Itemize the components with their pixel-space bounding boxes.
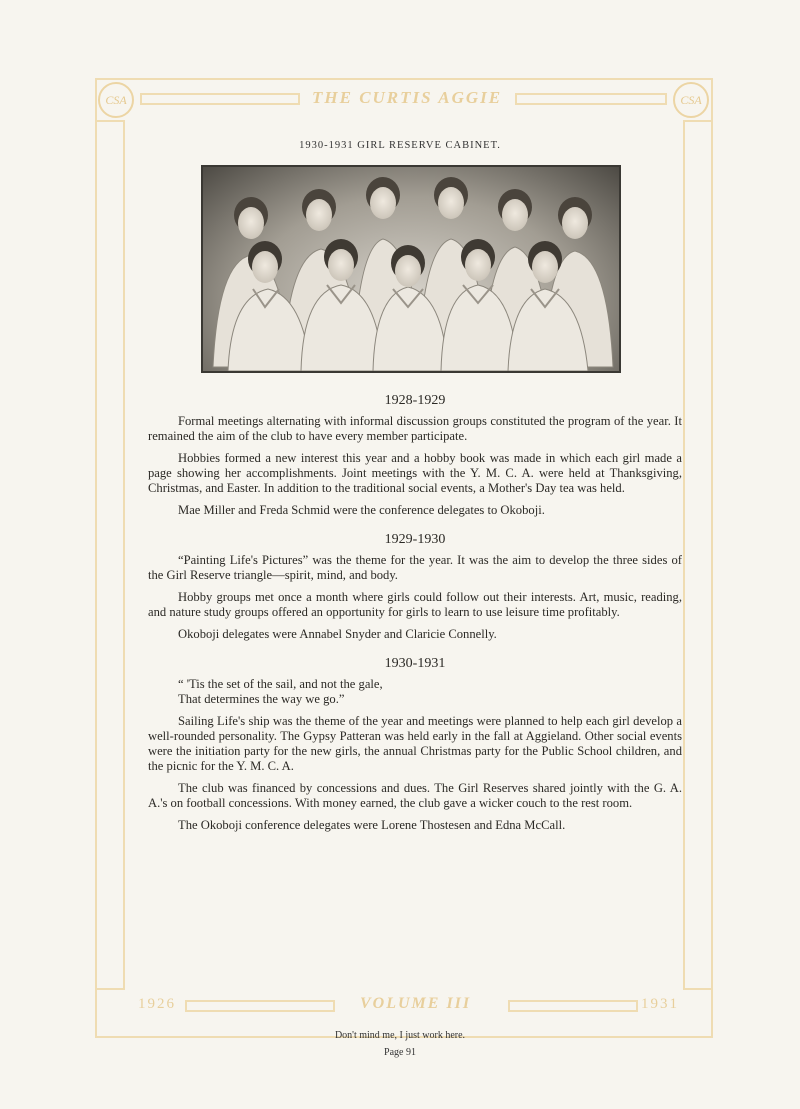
- photo-caption: 1930-1931 GIRL RESERVE CABINET.: [299, 140, 501, 151]
- footer-bar-right: [508, 1000, 638, 1012]
- paragraph: “Painting Life's Pictures” was the theme for the year. It was the aim to develop the three sides of the Girl Reserve triangle—spirit, mind, and body.: [148, 553, 682, 582]
- header-bar-right: [515, 93, 667, 105]
- paragraph: Formal meetings alternating with informal discussion groups constituted the program of the year. It remained the aim of the club to have every member participate.: [148, 414, 682, 443]
- group-photo: [201, 165, 621, 373]
- section-heading: 1929-1930: [384, 532, 446, 547]
- header-title: THE CURTIS AGGIE: [312, 88, 503, 107]
- page-number: Page 91: [384, 1047, 416, 1058]
- inner-left-rule: [95, 120, 125, 990]
- monogram-right-icon: CSA: [673, 82, 709, 118]
- paragraph: Hobby groups met once a month where girls could follow out their interests. Art, music, reading, and nature study groups offered an opportunity for girls to learn to use leisure time profitably.: [148, 590, 682, 619]
- paragraph: Mae Miller and Freda Schmid were the conference delegates to Okoboji.: [178, 503, 545, 517]
- paragraph: Sailing Life's ship was the theme of the year and meetings were planned to help each girl develop a well-rounded personality. The Gypsy Patteran was held early in the fall at Aggieland. Other social events were the initiation party for the new girls, the annual Christmas party for the Public School children, and the picnic for the Y. M. C. A.: [148, 714, 682, 773]
- paragraph: The Okoboji conference delegates were Lorene Thostesen and Edna McCall.: [178, 818, 566, 832]
- footer-tagline: Don't mind me, I just work here.: [334, 1030, 466, 1041]
- poem-line: That determines the way we go.”: [178, 692, 345, 706]
- section-heading: 1930-1931: [384, 656, 446, 671]
- paragraph: The club was financed by concessions and dues. The Girl Reserves shared jointly with the G. A. A.'s on football concessions. With money earned, the club gave a wicker couch to the rest room.: [148, 781, 682, 810]
- footer-year-right: 1931: [641, 996, 679, 1012]
- section-heading: 1928-1929: [384, 393, 446, 408]
- inner-right-rule: [683, 120, 713, 990]
- header-bar-left: [140, 93, 300, 105]
- footer-volume: VOLUME III: [360, 995, 472, 1012]
- footer-bar-left: [185, 1000, 335, 1012]
- article-body: [148, 393, 682, 840]
- paragraph: Hobbies formed a new interest this year and a hobby book was made in which each girl made a page showing her accomplishments. Joint meetings with the Y. M. C. A. were held at Thanksgiving, Christmas, and Easter. In addition to the traditional social events, a Mother's Day tea was held.: [148, 451, 682, 495]
- footer-year-left: 1926: [138, 996, 176, 1012]
- paragraph: Okoboji delegates were Annabel Snyder and Claricie Connelly.: [178, 627, 497, 641]
- poem-line: “ 'Tis the set of the sail, and not the gale,: [178, 677, 383, 691]
- poem-quote: [178, 677, 682, 707]
- monogram-left-icon: CSA: [98, 82, 134, 118]
- group-photo-illustration: [203, 167, 619, 371]
